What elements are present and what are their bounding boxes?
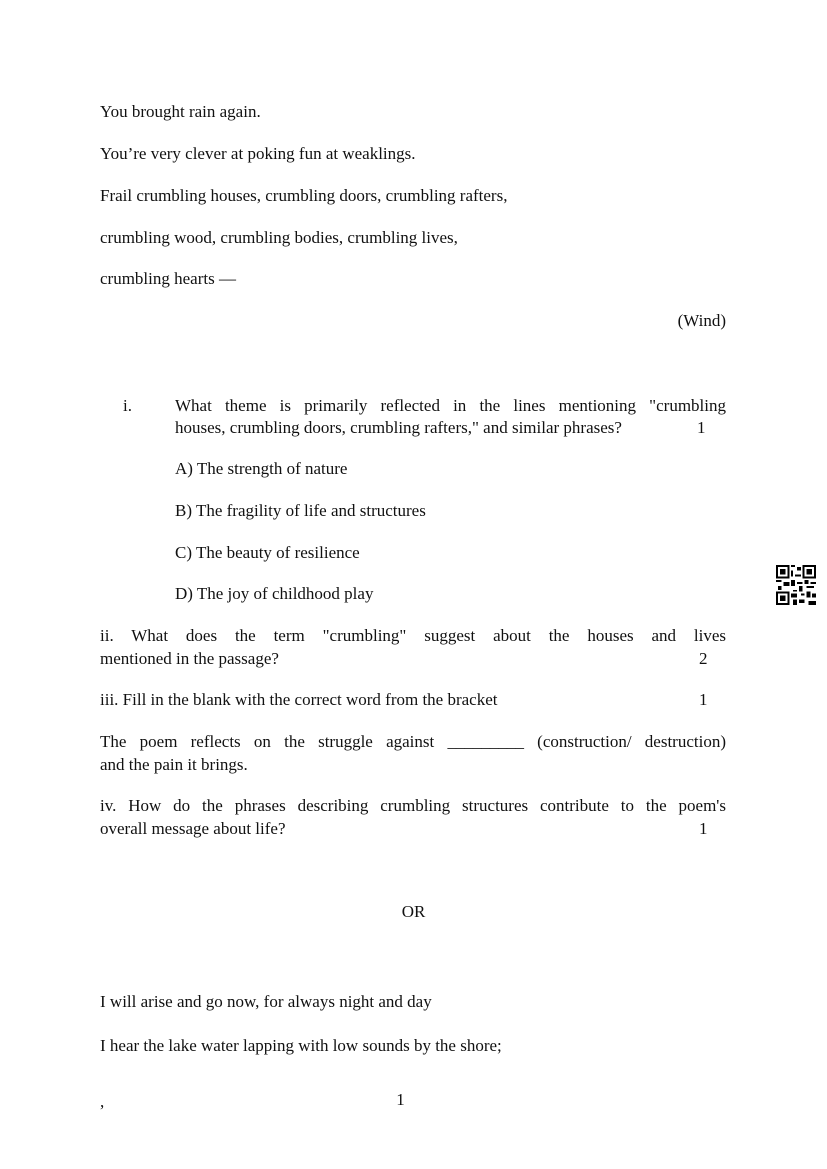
poem-line-4: crumbling wood, crumbling bodies, crumbling lives, [100,228,458,247]
question-1-number: i. [123,396,132,415]
question-2-marks: 2 [699,649,708,668]
footer-mark: , [100,1092,105,1111]
question-2-line-1: ii. What does the term "crumbling" suggest about the houses and lives [100,626,726,645]
question-3-prompt: iii. Fill in the blank with the correct word from the bracket [100,690,498,709]
question-3-marks: 1 [699,690,708,709]
question-4-marks: 1 [699,819,708,838]
option-a: A) The strength of nature [175,459,348,478]
poem-attribution: (Wind) [677,311,726,330]
poem-2-line-1: I will arise and go now, for always night and day [100,992,432,1011]
question-1-text-line-2: houses, crumbling doors, crumbling rafters," and similar phrases? [175,418,622,437]
option-b: B) The fragility of life and structures [175,501,426,520]
question-1-text-line-1: What theme is primarily reflected in the lines mentioning "crumbling [175,396,726,415]
poem-line-1: You brought rain again. [100,102,261,121]
question-3-line-1: The poem reflects on the struggle against _________ (construction/ destruction) [100,732,726,751]
question-4-line-2: overall message about life? [100,819,286,838]
poem-line-2: You’re very clever at poking fun at weaklings. [100,144,416,163]
option-c: C) The beauty of resilience [175,543,360,562]
poem-2-line-2: I hear the lake water lapping with low sounds by the shore; [100,1036,502,1055]
poem-line-5: crumbling hearts — [100,269,236,288]
poem-line-3: Frail crumbling houses, crumbling doors, crumbling rafters, [100,186,508,205]
question-2-line-2: mentioned in the passage? [100,649,279,668]
question-3-line-2: and the pain it brings. [100,755,248,774]
page-number: 1 [396,1090,405,1109]
option-d: D) The joy of childhood play [175,584,374,603]
question-4-line-1: iv. How do the phrases describing crumbling structures contribute to the poem's [100,796,726,815]
qr-code-icon [776,565,816,605]
or-separator: OR [401,902,426,921]
question-1-marks: 1 [697,418,706,437]
